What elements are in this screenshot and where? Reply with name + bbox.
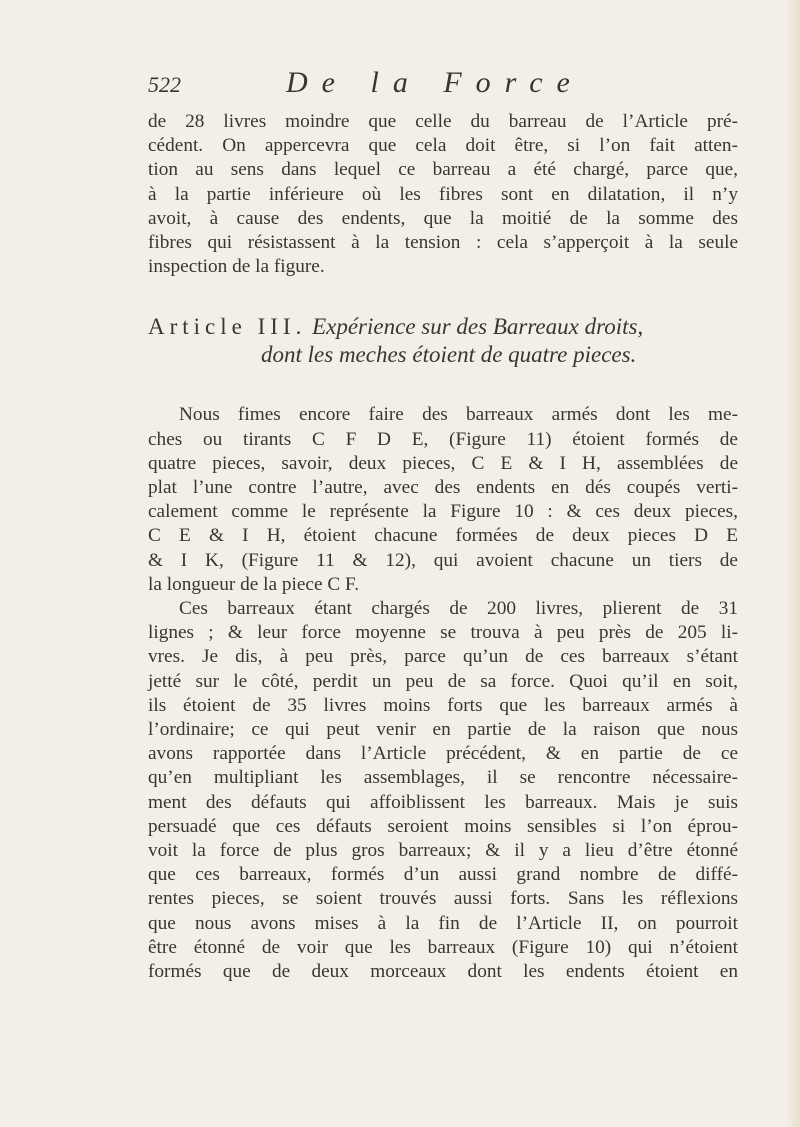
text-line: tion au sens dans lequel ce barreau a été chargé, parce que, [148, 159, 738, 181]
text-line: ment des défauts qui affoiblissent les barreaux. Mais je suis [148, 791, 738, 813]
page-number: 522 [148, 72, 181, 97]
paragraph-2 [148, 403, 738, 597]
text-line: formés que de deux morceaux dont les endents étoient en [148, 961, 738, 983]
article-title: Expérience sur des Barreaux droits, [312, 314, 644, 340]
text-line: l’ordinaire; ce qui peut venir en partie de la raison que nous [148, 719, 738, 741]
text-line: ils étoient de 35 livres moins forts que les barreaux armés à [148, 694, 738, 716]
text-line: fibres qui résistassent à la tension : cela s’apperçoit à la seule [148, 232, 738, 254]
text-line: Nous fimes encore faire des barreaux armés dont les me- [179, 404, 738, 426]
text-line: que nous avons mises à la fin de l’Article II, on pourroit [148, 912, 738, 934]
text-line: rentes pieces, se soient trouvés aussi forts. Sans les réflexions [148, 888, 738, 910]
text-line: de 28 livres moindre que celle du barreau de l’Article pré- [148, 111, 738, 132]
article-label: Article III. [148, 314, 307, 340]
text-line: être étonné de voir que les barreaux (Figure 10) qui n’étoient [148, 936, 738, 958]
text-line: plat l’une contre l’autre, avec des endents en dés coupés verti- [148, 477, 738, 499]
paragraph-3 [148, 597, 738, 984]
text-line: qu’en multipliant les assemblages, il se rencontre nécessaire- [148, 767, 738, 789]
text-line: avons rapportée dans l’Article précédent, & en partie de ce [148, 743, 738, 765]
article-subtitle: dont les meches étoient de quatre pieces. [261, 342, 637, 368]
text-line: à la partie inférieure où les fibres sont en dilatation, il n’y [148, 183, 738, 205]
text-line: quatre pieces, savoir, deux pieces, C E & I H, assemblées de [148, 452, 738, 474]
text-line: calement comme le représente la Figure 10 : & ces deux pieces, [148, 501, 738, 523]
paragraph-1 [148, 110, 738, 279]
text-line: cédent. On appercevra que cela doit être, si l’on fait atten- [148, 135, 738, 157]
article-heading [148, 313, 738, 369]
body-text [148, 110, 738, 984]
text-line: C E & I H, étoient chacune formées de deux pieces D E [148, 525, 738, 547]
text-line: vres. Je dis, à peu près, parce qu’un de ces barreaux s’étant [148, 646, 738, 668]
text-line: jetté sur le côté, perdit un peu de sa force. Quoi qu’il en soit, [148, 670, 738, 692]
text-line: inspection de la figure. [148, 256, 325, 278]
text-line: lignes ; & leur force moyenne se trouva à peu près de 205 li- [148, 622, 738, 644]
text-line: voit la force de plus gros barreaux; & il y a lieu d’être étonné [148, 840, 738, 862]
text-line: que ces barreaux, formés d’un aussi grand nombre de diffé- [148, 864, 738, 886]
text-line: persuadé que ces défauts seroient moins sensibles si l’on éprou- [148, 815, 738, 837]
text-line: & I K, (Figure 11 & 12), qui avoient chacune un tiers de [148, 549, 738, 571]
running-title: De la Force [286, 66, 584, 99]
text-line: la longueur de la piece C F. [148, 573, 360, 595]
text-line: avoit, à cause des endents, que la moitié de la somme des [148, 207, 738, 229]
article-heading-line [148, 313, 738, 341]
text-line: ches ou tirants C F D E, (Figure 11) étoient formés de [148, 428, 738, 450]
page-header [148, 66, 668, 106]
text-line: Ces barreaux étant chargés de 200 livres, plierent de 31 [179, 598, 738, 620]
page-edge [786, 0, 800, 1127]
